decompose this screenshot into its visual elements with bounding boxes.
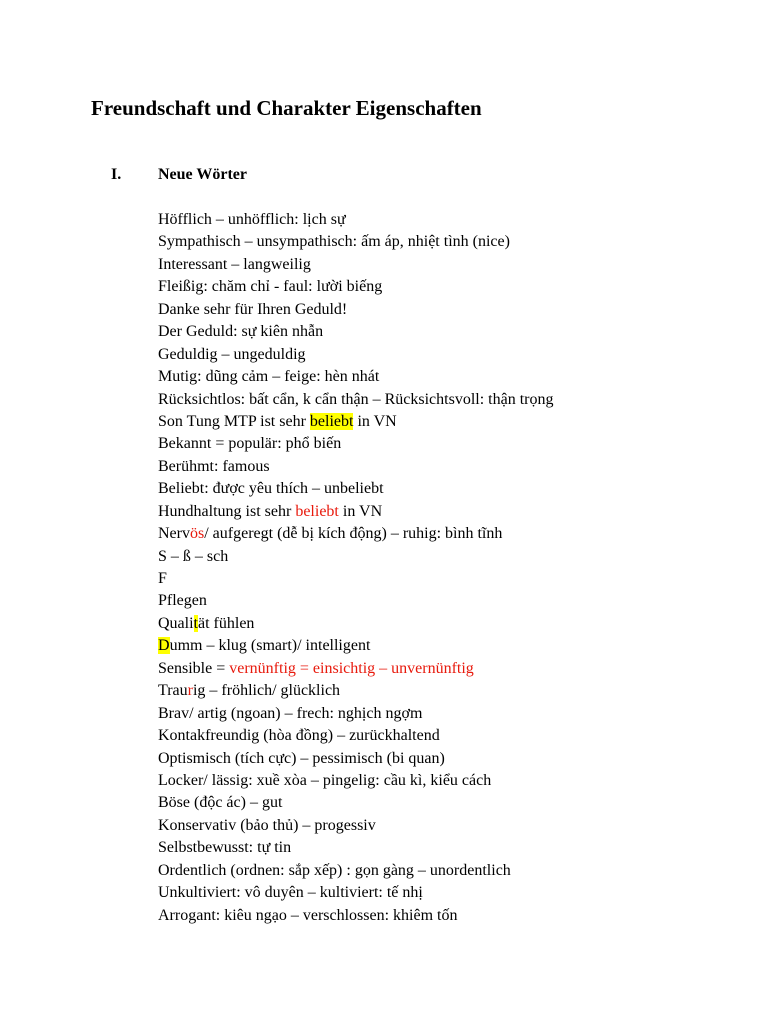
vocabulary-line bbox=[158, 456, 758, 478]
vocabulary-line bbox=[158, 635, 758, 657]
red-text: vernünftig = einsichtig – unvernünftig bbox=[229, 659, 474, 677]
vocabulary-line bbox=[158, 568, 758, 590]
line-text: Sympathisch – unsympathisch: ấm áp, nhiệt tình (nice) bbox=[158, 233, 510, 251]
section-title: Neue Wörter bbox=[158, 166, 247, 183]
line-text: Danke sehr für Ihren Geduld! bbox=[158, 300, 348, 318]
line-text: Selbstbewusst: tự tin bbox=[158, 839, 292, 857]
vocabulary-line bbox=[158, 680, 758, 702]
line-text: Ordentlich (ordnen: sắp xếp) : gọn gàng – unordentlich bbox=[158, 861, 511, 879]
vocabulary-line bbox=[158, 366, 758, 388]
vocabulary-line bbox=[158, 770, 758, 792]
line-text: Konservativ (bảo thủ) – progessiv bbox=[158, 816, 376, 834]
line-text: Rücksichtlos: bất cẩn, k cẩn thận – Rücksichtsvoll: thận trọng bbox=[158, 390, 554, 408]
line-text: Arrogant: kiêu ngạo – verschlossen: khiêm tốn bbox=[158, 906, 458, 924]
vocabulary-line bbox=[158, 231, 758, 253]
line-text: Unkultiviert: vô duyên – kultiviert: tế nhị bbox=[158, 884, 423, 902]
vocabulary-line bbox=[158, 815, 758, 837]
vocabulary-line bbox=[158, 748, 758, 770]
red-text: ös bbox=[189, 525, 205, 543]
vocabulary-line bbox=[158, 658, 758, 680]
line-text: ät fühlen bbox=[198, 614, 255, 632]
line-text: Nerv bbox=[158, 525, 190, 543]
vocabulary-line bbox=[158, 433, 758, 455]
line-text: Sensible = bbox=[158, 659, 230, 677]
vocabulary-line bbox=[158, 501, 758, 523]
line-text: ig – fröhlich/ glücklich bbox=[192, 682, 341, 700]
vocabulary-line bbox=[158, 905, 758, 927]
vocabulary-line bbox=[158, 725, 758, 747]
vocabulary-line bbox=[158, 478, 758, 500]
line-text: Böse (độc ác) – gut bbox=[158, 794, 283, 812]
line-text: Geduldig – ungeduldig bbox=[158, 345, 306, 363]
line-text: Brav/ artig (ngoan) – frech: nghịch ngợm bbox=[158, 704, 423, 722]
line-text: Son Tung MTP ist sehr bbox=[158, 412, 310, 430]
vocabulary-line bbox=[158, 389, 758, 411]
vocabulary-line bbox=[158, 276, 758, 298]
line-text: Locker/ lässig: xuề xòa – pingelig: cầu kì, kiểu cách bbox=[158, 771, 492, 789]
vocabulary-line bbox=[158, 321, 758, 343]
line-text: Mutig: dũng cảm – feige: hèn nhát bbox=[158, 368, 380, 386]
document-title: Freundschaft und Charakter Eigenschaften bbox=[91, 96, 482, 120]
line-text: Quali bbox=[158, 614, 194, 632]
vocabulary-line bbox=[158, 792, 758, 814]
highlighted-text: t bbox=[193, 614, 198, 632]
vocabulary-line bbox=[158, 546, 758, 568]
line-text: Höfflich – unhöfflich: lịch sự bbox=[158, 211, 346, 228]
vocabulary-line bbox=[158, 254, 758, 276]
vocabulary-line bbox=[158, 411, 758, 433]
line-text: in VN bbox=[353, 412, 397, 430]
line-text: F bbox=[158, 570, 167, 587]
red-text: beliebt bbox=[295, 502, 339, 520]
vocabulary-line bbox=[158, 299, 758, 321]
line-text: Fleißig: chăm chỉ - faul: lười biếng bbox=[158, 278, 383, 296]
vocabulary-line bbox=[158, 613, 758, 635]
vocabulary-line bbox=[158, 209, 758, 231]
highlighted-text: beliebt bbox=[309, 412, 354, 430]
vocabulary-line bbox=[158, 860, 758, 882]
line-text: / aufgeregt (dễ bị kích động) – ruhig: bình tĩnh bbox=[204, 525, 503, 543]
line-text: Der Geduld: sự kiên nhẫn bbox=[158, 323, 324, 341]
vocabulary-line bbox=[158, 703, 758, 725]
line-text: umm – klug (smart)/ intelligent bbox=[169, 637, 371, 655]
line-text: in VN bbox=[338, 502, 383, 520]
vocabulary-line bbox=[158, 523, 758, 545]
line-text: Kontakfreundig (hòa đồng) – zurückhaltend bbox=[158, 727, 440, 745]
vocabulary-line bbox=[158, 590, 758, 612]
vocabulary-list bbox=[158, 209, 758, 927]
vocabulary-line bbox=[158, 344, 758, 366]
line-text: Bekannt = populär: phổ biến bbox=[158, 435, 342, 453]
line-text: Optismisch (tích cực) – pessimisch (bi quan) bbox=[158, 749, 445, 767]
section-number: I. bbox=[111, 166, 122, 183]
line-text: S – ß – sch bbox=[158, 547, 229, 565]
line-text: Trau bbox=[158, 682, 188, 700]
section-heading bbox=[111, 164, 247, 186]
line-text: Berühmt: famous bbox=[158, 457, 270, 475]
line-text: Hundhaltung ist sehr bbox=[158, 502, 296, 520]
vocabulary-line bbox=[158, 837, 758, 859]
vocabulary-line bbox=[158, 882, 758, 904]
line-text: Pflegen bbox=[158, 592, 207, 610]
red-text: r bbox=[187, 682, 193, 700]
line-text: Beliebt: được yêu thích – unbeliebt bbox=[158, 480, 384, 498]
line-text: Interessant – langweilig bbox=[158, 255, 311, 273]
highlighted-text: D bbox=[158, 637, 170, 655]
